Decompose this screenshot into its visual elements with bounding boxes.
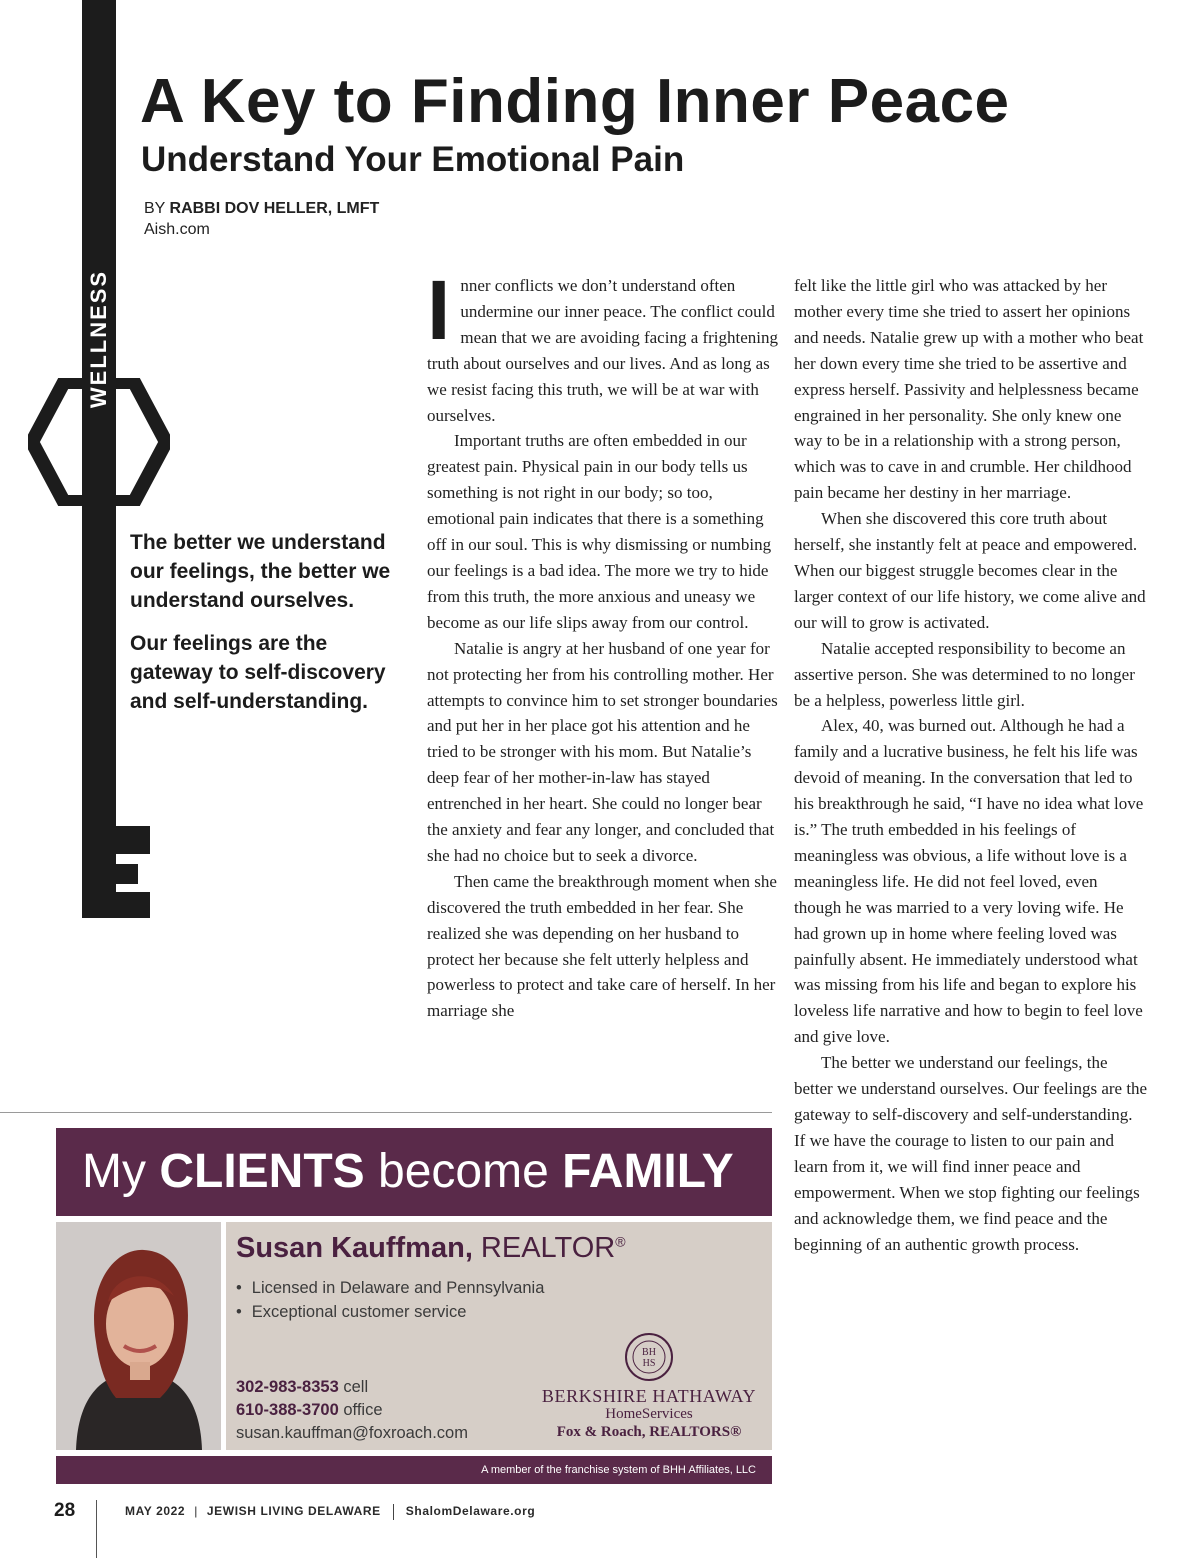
page-number: 28 [54,1500,76,1521]
footer-divider [96,1500,97,1558]
agent-photo [56,1222,221,1450]
drop-cap: I [427,263,451,357]
running-footer: MAY 2022 | JEWISH LIVING DELAWARE ShalomDelaware.org [125,1504,536,1519]
agent-portrait-icon [56,1222,221,1450]
pull-quote [130,528,400,730]
byline-prefix: BY [144,200,166,217]
article-subtitle: Understand Your Emotional Pain [141,140,685,179]
cell-phone[interactable]: 302-983-8353 cell [236,1378,369,1396]
article-source: Aish.com [144,221,210,238]
article-column-2 [794,273,1148,1257]
article-paragraph: Inner conflicts we don’t understand often undermine our inner peace. The conflict could mean that we are avoiding facing a frightening truth about ourselves and our lives. And as long as we resist facing this truth, we will be at war with ourselves. [427,263,779,425]
bhhs-seal-icon [624,1332,674,1382]
pull-quote-line-2: Our feelings are the gateway to self-discovery and self-understanding. [130,632,386,713]
agent-email-link[interactable]: susan.kauffman@foxroach.com [236,1424,468,1442]
article-paragraph: When she discovered this core truth about herself, she instantly felt at peace and empowered. When our biggest struggle becomes clear in the larger context of our life history, we come alive and our will to grow is activated. [794,509,1146,632]
agent-name: Susan Kauffman, REALTOR® [236,1232,626,1264]
ad-banner: My CLIENTS become FAMILY [56,1128,772,1216]
list-item: • Licensed in Delaware and Pennsylvania [236,1276,544,1300]
article-paragraph: Then came the breakthrough moment when she discovered the truth embedded in her fear. She realized she was depending on her husband to protect her because she felt utterly helpless and powerless to protect and take care of herself. In her marriage she [427,871,777,1021]
article-column-1 [427,263,779,1024]
key-bit-middle [82,864,138,884]
ad-footer: A member of the franchise system of BHH Affiliates, LLC [56,1456,772,1484]
issue-date: MAY 2022 [125,1504,186,1519]
office-phone[interactable]: 610-388-3700 office [236,1401,383,1419]
article-paragraph: Natalie is angry at her husband of one year for not protecting her from his controlling mother. Her attempts to convince him to set stronger boundaries and put her in her place got his attention and he tried to be stronger with his mom. But Natalie’s deep fear of her mother-in-law has stayed entrenched in her heart. She could no longer bear the anxiety and fear any longer, and concluded that she had no choice but to seek a divorce. [427,638,778,865]
agent-info-panel [226,1222,772,1450]
list-item: • Exceptional customer service [236,1300,544,1324]
agent-credentials-list [236,1276,544,1324]
section-label: WELLNESS [86,269,111,409]
article-paragraph: The better we understand our feelings, the better we understand ourselves. Our feelings are the gateway to self-discovery and self-understanding. If we have the courage to listen to our pain and learn from it, we will find inner peace and empowerment. When we stop fighting our feelings and acknowledge them, we find peace and the beginning of an authentic growth process. [794,1053,1148,1254]
svg-text:BH: BH [642,1347,656,1358]
brokerage-name: BERKSHIRE HATHAWAY [541,1386,757,1406]
article-title: A Key to Finding Inner Peace [140,67,1010,136]
key-bit-top [82,826,150,854]
article-paragraph: Natalie accepted responsibility to become an assertive person. She was determined to no longer be a helpless, powerless little girl. [794,638,1135,710]
publication-name: JEWISH LIVING DELAWARE [206,1504,381,1519]
article-paragraph: Alex, 40, was burned out. Although he had a family and a lucrative business, he felt his life was devoid of meaning. In the conversation that led to his breakthrough he said, “I have no idea what love is.” The truth embedded in his feelings of meaningless was obvious, a life without love is a meaningless life. He did not feel loved, even though he was married to a very loving wife. He had grown up in home where feeling loved was painfully absent. He immediately understood what was missing from his life and began to explore his loveless life narrative and how to begin to feel love and give love. [794,716,1144,1047]
article-paragraph: Important truths are often embedded in our greatest pain. Physical pain in our body tells us something is not right in our body; so too, emotional pain indicates that there is a something off in our soul. This is why dismissing or numbing our feelings is a bad idea. The more we try to hide from this truth, the more anxious and uneasy we become as our life slips away from our control. [427,431,772,632]
website-link[interactable]: ShalomDelaware.org [405,1504,536,1519]
pull-quote-line-1: The better we understand our feelings, the better we understand ourselves. [130,531,391,612]
byline [144,200,379,218]
author-name: RABBI DOV HELLER, LMFT [169,200,380,217]
brokerage-office: Fox & Roach, REALTORS® [556,1424,742,1440]
article-paragraph: felt like the little girl who was attacked by her mother every time she tried to assert her opinions and needs. Natalie grew up with a mother who beat her down every time she tried to be assertive and express herself. Passivity and helplessness became engrained in her personality. She only knew one way to be in a relationship with a strong person, which was to cave in and crumble. Her childhood pain became her destiny in her marriage. [794,276,1144,503]
svg-text:HS: HS [642,1358,656,1369]
ad-divider [0,1112,772,1113]
key-bit-bottom [82,892,150,918]
agent-contact [236,1376,468,1445]
brokerage-subtitle: HomeServices [605,1406,693,1422]
